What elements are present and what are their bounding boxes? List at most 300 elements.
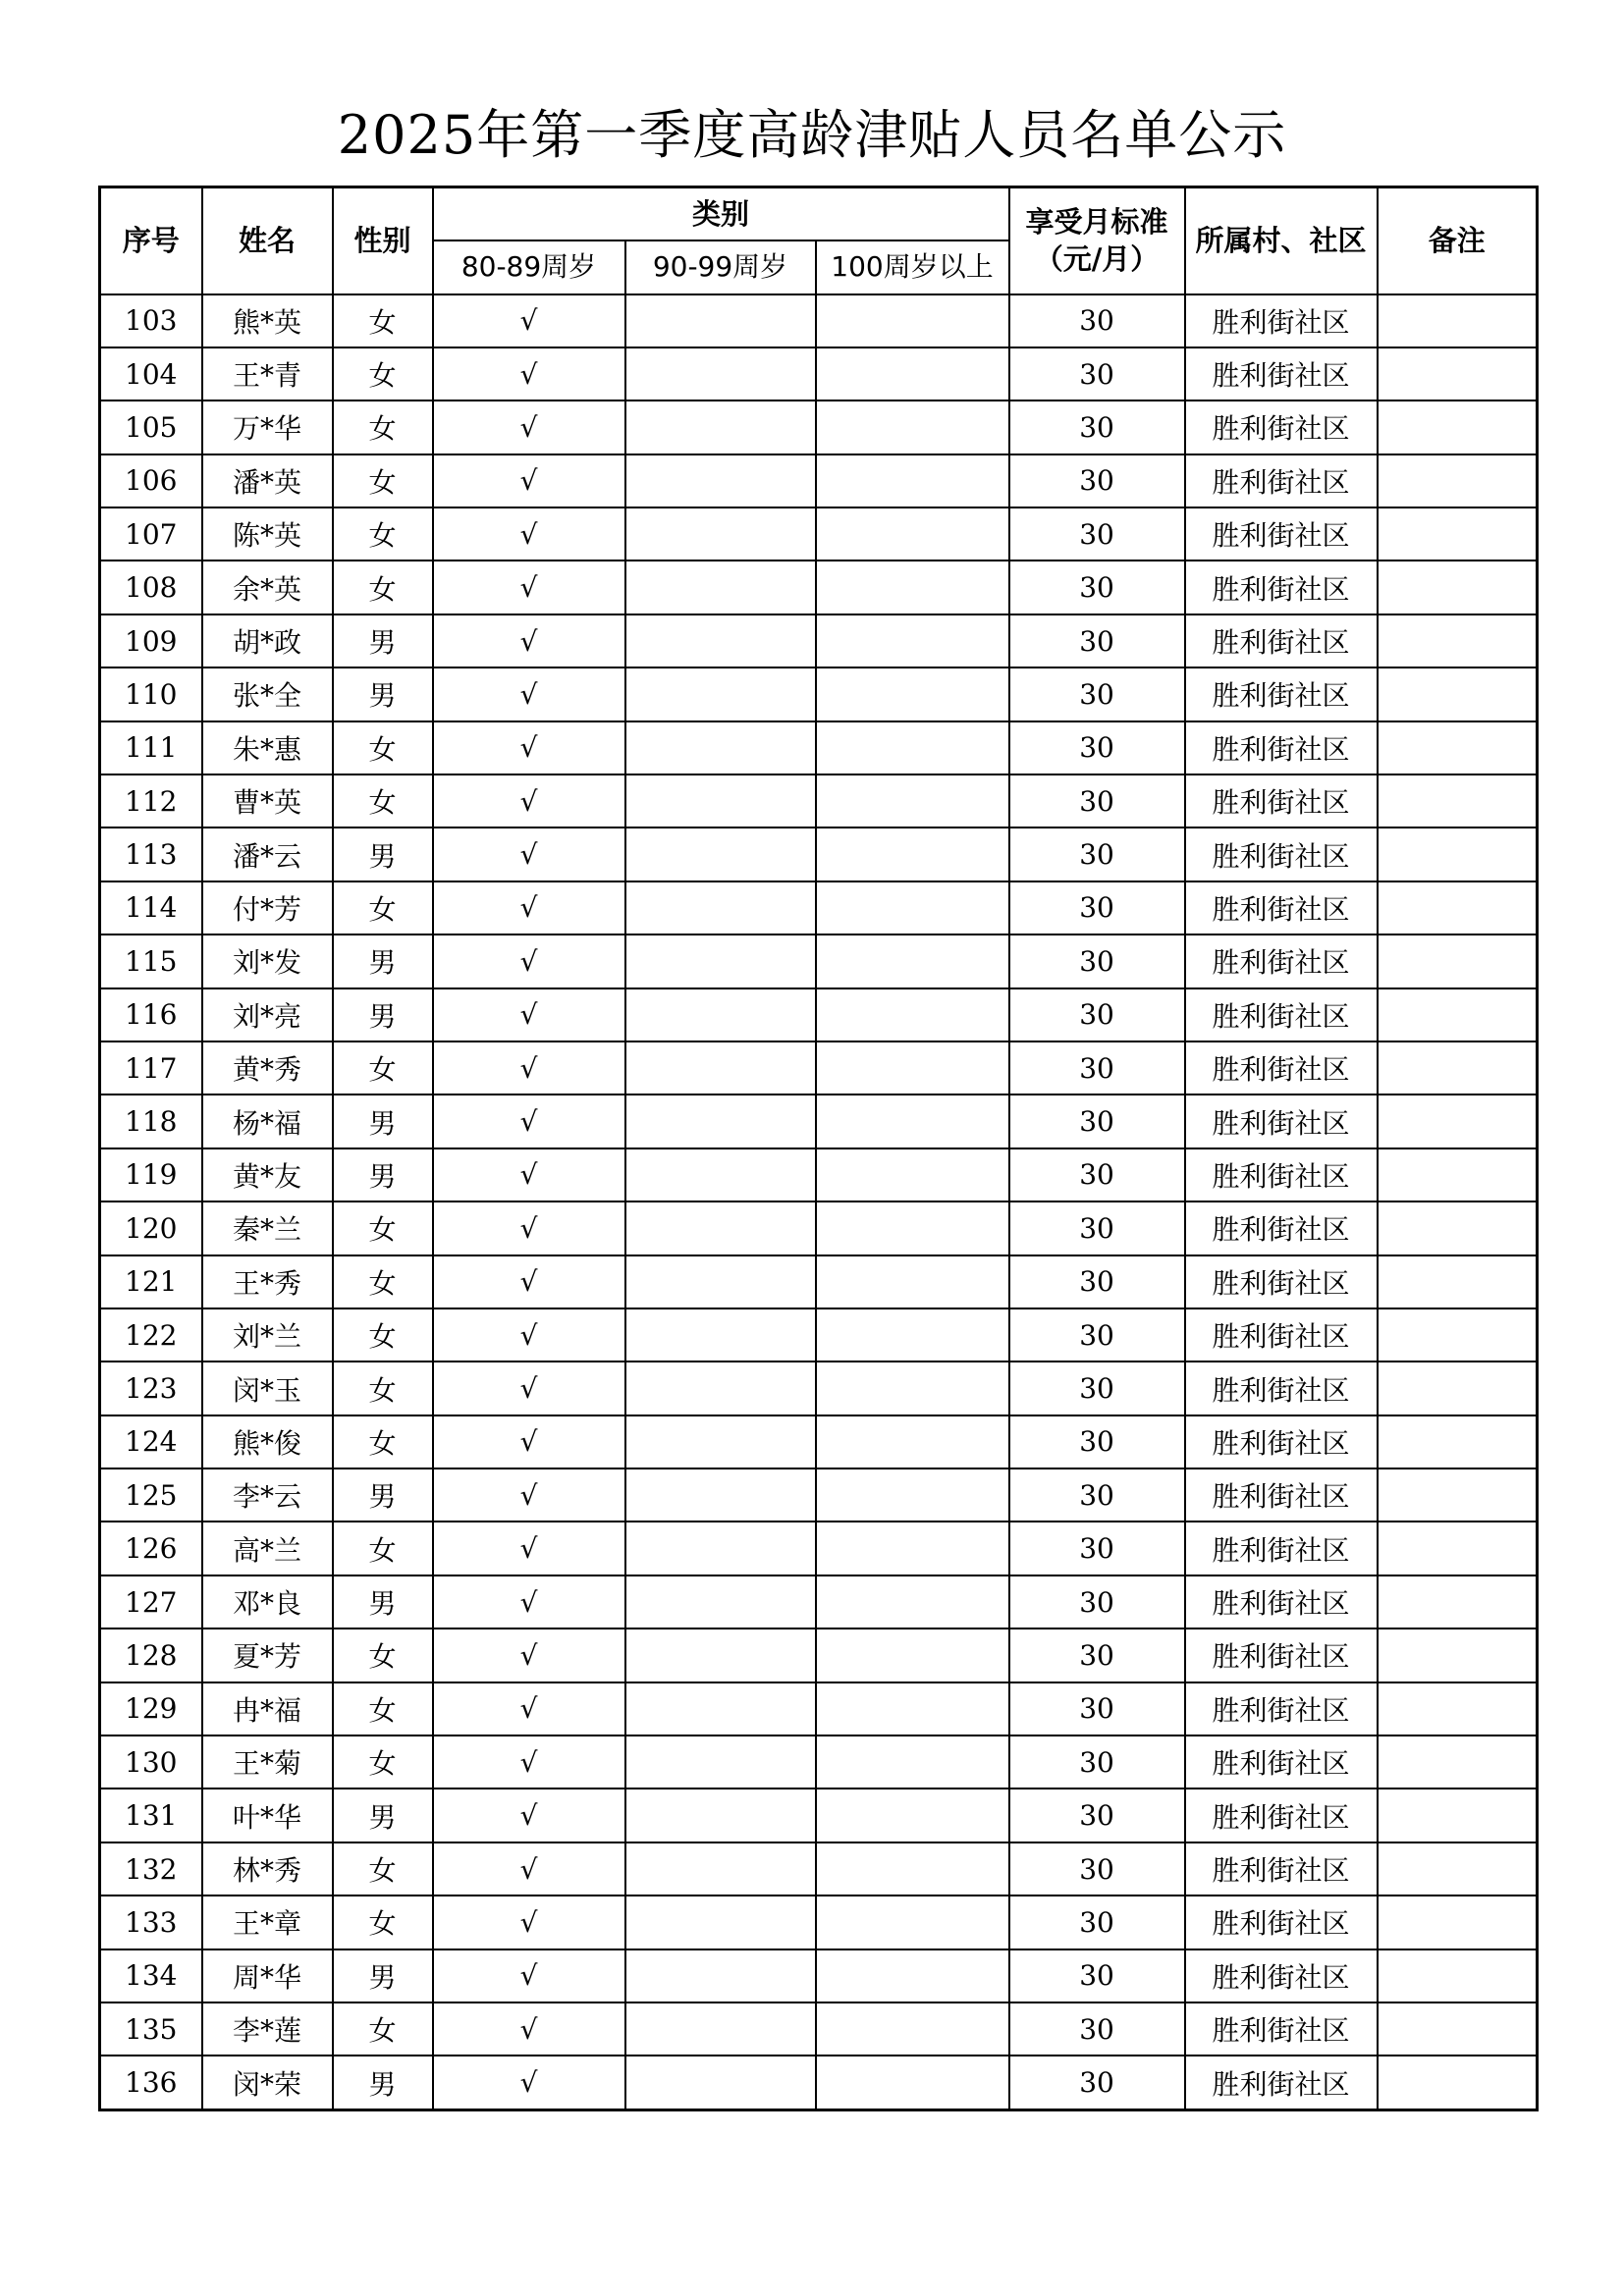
cell-name: 周*华 xyxy=(202,1949,333,2002)
cell-community: 胜利街社区 xyxy=(1185,934,1378,988)
cell-remark xyxy=(1378,1148,1538,1201)
cell-community: 胜利街社区 xyxy=(1185,1415,1378,1468)
cell-standard: 30 xyxy=(1009,507,1185,561)
cell-cat-90-99 xyxy=(625,1201,816,1255)
table-row xyxy=(100,1789,1538,1842)
table-row xyxy=(100,1041,1538,1095)
cell-cat-80-89: √ xyxy=(433,1041,625,1095)
cell-gender: 女 xyxy=(333,561,433,614)
cell-standard: 30 xyxy=(1009,347,1185,400)
cell-remark xyxy=(1378,1308,1538,1362)
cell-standard: 30 xyxy=(1009,667,1185,721)
cell-cat-100-plus xyxy=(816,1148,1009,1201)
cell-name: 李*云 xyxy=(202,1468,333,1522)
cell-cat-100-plus xyxy=(816,828,1009,881)
cell-cat-100-plus xyxy=(816,988,1009,1041)
cell-cat-90-99 xyxy=(625,1255,816,1308)
cell-gender: 女 xyxy=(333,1735,433,1789)
cell-name: 潘*云 xyxy=(202,828,333,881)
table-row xyxy=(100,667,1538,721)
cell-standard: 30 xyxy=(1009,454,1185,507)
cell-community: 胜利街社区 xyxy=(1185,1095,1378,1148)
cell-gender: 女 xyxy=(333,1682,433,1735)
cell-cat-100-plus xyxy=(816,1041,1009,1095)
cell-remark xyxy=(1378,934,1538,988)
cell-no: 134 xyxy=(100,1949,202,2002)
cell-cat-90-99 xyxy=(625,1842,816,1896)
cell-remark xyxy=(1378,2002,1538,2056)
cell-cat-90-99 xyxy=(625,1735,816,1789)
table-row xyxy=(100,1148,1538,1201)
cell-cat-100-plus xyxy=(816,561,1009,614)
table-row xyxy=(100,454,1538,507)
cell-cat-80-89: √ xyxy=(433,1575,625,1629)
cell-remark xyxy=(1378,561,1538,614)
cell-standard: 30 xyxy=(1009,400,1185,454)
cell-gender: 女 xyxy=(333,1201,433,1255)
cell-standard: 30 xyxy=(1009,2056,1185,2109)
cell-remark xyxy=(1378,1842,1538,1896)
cell-no: 107 xyxy=(100,507,202,561)
cell-cat-100-plus xyxy=(816,1201,1009,1255)
cell-cat-100-plus xyxy=(816,1842,1009,1896)
cell-name: 王*秀 xyxy=(202,1255,333,1308)
cell-remark xyxy=(1378,1896,1538,1949)
cell-cat-90-99 xyxy=(625,507,816,561)
table-row xyxy=(100,828,1538,881)
cell-cat-100-plus xyxy=(816,1468,1009,1522)
header-row xyxy=(100,187,1538,240)
cell-name: 秦*兰 xyxy=(202,1201,333,1255)
cell-remark xyxy=(1378,1575,1538,1629)
cell-name: 刘*亮 xyxy=(202,988,333,1041)
cell-cat-90-99 xyxy=(625,1682,816,1735)
cell-cat-100-plus xyxy=(816,1735,1009,1789)
cell-cat-80-89: √ xyxy=(433,1308,625,1362)
cell-gender: 男 xyxy=(333,1148,433,1201)
cell-no: 123 xyxy=(100,1362,202,1415)
cell-community: 胜利街社区 xyxy=(1185,1575,1378,1629)
cell-standard: 30 xyxy=(1009,1629,1185,1682)
cell-cat-80-89: √ xyxy=(433,1415,625,1468)
cell-standard: 30 xyxy=(1009,1468,1185,1522)
cell-remark xyxy=(1378,1041,1538,1095)
cell-name: 闵*玉 xyxy=(202,1362,333,1415)
cell-cat-80-89: √ xyxy=(433,1522,625,1575)
cell-remark xyxy=(1378,1362,1538,1415)
cell-name: 黄*秀 xyxy=(202,1041,333,1095)
cell-cat-80-89: √ xyxy=(433,988,625,1041)
cell-cat-90-99 xyxy=(625,614,816,667)
cell-name: 闵*荣 xyxy=(202,2056,333,2109)
cell-gender: 女 xyxy=(333,881,433,934)
cell-standard: 30 xyxy=(1009,1575,1185,1629)
cell-community: 胜利街社区 xyxy=(1185,1041,1378,1095)
cell-cat-90-99 xyxy=(625,454,816,507)
cell-cat-80-89: √ xyxy=(433,400,625,454)
cell-standard: 30 xyxy=(1009,1896,1185,1949)
cell-name: 熊*英 xyxy=(202,294,333,347)
cell-cat-90-99 xyxy=(625,347,816,400)
table-row xyxy=(100,721,1538,774)
header-cat-80-89: 80-89周岁 xyxy=(433,240,625,294)
cell-gender: 男 xyxy=(333,1949,433,2002)
cell-gender: 男 xyxy=(333,828,433,881)
cell-cat-100-plus xyxy=(816,2056,1009,2109)
cell-standard: 30 xyxy=(1009,1308,1185,1362)
cell-standard: 30 xyxy=(1009,774,1185,828)
cell-name: 曹*英 xyxy=(202,774,333,828)
cell-cat-80-89: √ xyxy=(433,1629,625,1682)
cell-name: 王*菊 xyxy=(202,1735,333,1789)
cell-community: 胜利街社区 xyxy=(1185,294,1378,347)
cell-cat-90-99 xyxy=(625,1629,816,1682)
cell-gender: 女 xyxy=(333,1041,433,1095)
cell-community: 胜利街社区 xyxy=(1185,2056,1378,2109)
cell-name: 冉*福 xyxy=(202,1682,333,1735)
subsidy-roster-table xyxy=(98,186,1539,2111)
cell-community: 胜利街社区 xyxy=(1185,988,1378,1041)
cell-remark xyxy=(1378,1095,1538,1148)
cell-cat-100-plus xyxy=(816,1575,1009,1629)
cell-community: 胜利街社区 xyxy=(1185,347,1378,400)
cell-cat-90-99 xyxy=(625,1522,816,1575)
cell-name: 刘*兰 xyxy=(202,1308,333,1362)
cell-standard: 30 xyxy=(1009,934,1185,988)
cell-cat-80-89: √ xyxy=(433,2002,625,2056)
cell-remark xyxy=(1378,1735,1538,1789)
header-remark: 备注 xyxy=(1378,187,1538,294)
cell-cat-90-99 xyxy=(625,988,816,1041)
cell-name: 陈*英 xyxy=(202,507,333,561)
cell-gender: 女 xyxy=(333,2002,433,2056)
cell-gender: 女 xyxy=(333,1629,433,1682)
cell-cat-80-89: √ xyxy=(433,1842,625,1896)
cell-cat-90-99 xyxy=(625,1949,816,2002)
table-row xyxy=(100,561,1538,614)
cell-cat-90-99 xyxy=(625,294,816,347)
cell-community: 胜利街社区 xyxy=(1185,774,1378,828)
cell-name: 熊*俊 xyxy=(202,1415,333,1468)
cell-community: 胜利街社区 xyxy=(1185,454,1378,507)
cell-name: 夏*芳 xyxy=(202,1629,333,1682)
cell-cat-90-99 xyxy=(625,667,816,721)
cell-cat-80-89: √ xyxy=(433,881,625,934)
table-row xyxy=(100,774,1538,828)
cell-name: 万*华 xyxy=(202,400,333,454)
cell-community: 胜利街社区 xyxy=(1185,1949,1378,2002)
cell-cat-80-89: √ xyxy=(433,294,625,347)
cell-no: 105 xyxy=(100,400,202,454)
cell-no: 118 xyxy=(100,1095,202,1148)
cell-cat-100-plus xyxy=(816,774,1009,828)
cell-remark xyxy=(1378,1682,1538,1735)
cell-cat-80-89: √ xyxy=(433,1148,625,1201)
table-row xyxy=(100,881,1538,934)
cell-standard: 30 xyxy=(1009,1842,1185,1896)
cell-name: 高*兰 xyxy=(202,1522,333,1575)
cell-cat-80-89: √ xyxy=(433,2056,625,2109)
cell-name: 杨*福 xyxy=(202,1095,333,1148)
table-row xyxy=(100,988,1538,1041)
cell-gender: 男 xyxy=(333,2056,433,2109)
cell-cat-90-99 xyxy=(625,774,816,828)
cell-no: 132 xyxy=(100,1842,202,1896)
cell-standard: 30 xyxy=(1009,881,1185,934)
cell-remark xyxy=(1378,1255,1538,1308)
cell-cat-100-plus xyxy=(816,400,1009,454)
page-title: 2025年第一季度高龄津贴人员名单公示 xyxy=(337,104,1287,166)
cell-cat-100-plus xyxy=(816,721,1009,774)
cell-name: 朱*惠 xyxy=(202,721,333,774)
cell-no: 127 xyxy=(100,1575,202,1629)
cell-cat-90-99 xyxy=(625,2056,816,2109)
cell-standard: 30 xyxy=(1009,1201,1185,1255)
cell-cat-80-89: √ xyxy=(433,828,625,881)
table-row xyxy=(100,347,1538,400)
cell-cat-100-plus xyxy=(816,2002,1009,2056)
cell-gender: 女 xyxy=(333,721,433,774)
cell-gender: 男 xyxy=(333,1789,433,1842)
header-cat-100-plus: 100周岁以上 xyxy=(816,240,1009,294)
cell-standard: 30 xyxy=(1009,294,1185,347)
cell-community: 胜利街社区 xyxy=(1185,1255,1378,1308)
cell-community: 胜利街社区 xyxy=(1185,1468,1378,1522)
cell-remark xyxy=(1378,454,1538,507)
cell-cat-80-89: √ xyxy=(433,561,625,614)
cell-no: 119 xyxy=(100,1148,202,1201)
table-row xyxy=(100,1415,1538,1468)
header-category: 类别 xyxy=(433,187,1009,240)
table-row xyxy=(100,2056,1538,2109)
cell-cat-100-plus xyxy=(816,454,1009,507)
cell-name: 潘*英 xyxy=(202,454,333,507)
cell-community: 胜利街社区 xyxy=(1185,1201,1378,1255)
table-row xyxy=(100,1735,1538,1789)
table-row xyxy=(100,294,1538,347)
cell-gender: 男 xyxy=(333,1468,433,1522)
cell-name: 刘*发 xyxy=(202,934,333,988)
cell-cat-100-plus xyxy=(816,1362,1009,1415)
cell-remark xyxy=(1378,828,1538,881)
table-row xyxy=(100,1575,1538,1629)
table-row xyxy=(100,1522,1538,1575)
cell-cat-80-89: √ xyxy=(433,507,625,561)
cell-no: 108 xyxy=(100,561,202,614)
cell-name: 黄*友 xyxy=(202,1148,333,1201)
cell-standard: 30 xyxy=(1009,2002,1185,2056)
cell-no: 133 xyxy=(100,1896,202,1949)
cell-cat-100-plus xyxy=(816,1415,1009,1468)
cell-community: 胜利街社区 xyxy=(1185,667,1378,721)
cell-gender: 女 xyxy=(333,774,433,828)
cell-no: 124 xyxy=(100,1415,202,1468)
header-name: 姓名 xyxy=(202,187,333,294)
table-row xyxy=(100,614,1538,667)
cell-cat-80-89: √ xyxy=(433,774,625,828)
cell-cat-90-99 xyxy=(625,561,816,614)
cell-no: 112 xyxy=(100,774,202,828)
cell-no: 109 xyxy=(100,614,202,667)
cell-gender: 女 xyxy=(333,507,433,561)
cell-gender: 男 xyxy=(333,1095,433,1148)
cell-community: 胜利街社区 xyxy=(1185,507,1378,561)
cell-no: 115 xyxy=(100,934,202,988)
cell-name: 邓*良 xyxy=(202,1575,333,1629)
cell-cat-90-99 xyxy=(625,934,816,988)
cell-community: 胜利街社区 xyxy=(1185,828,1378,881)
cell-name: 张*全 xyxy=(202,667,333,721)
cell-community: 胜利街社区 xyxy=(1185,2002,1378,2056)
cell-remark xyxy=(1378,400,1538,454)
cell-remark xyxy=(1378,1415,1538,1468)
table-row xyxy=(100,400,1538,454)
cell-cat-100-plus xyxy=(816,347,1009,400)
table-row xyxy=(100,1255,1538,1308)
cell-name: 余*英 xyxy=(202,561,333,614)
cell-remark xyxy=(1378,774,1538,828)
cell-no: 110 xyxy=(100,667,202,721)
cell-no: 104 xyxy=(100,347,202,400)
cell-gender: 男 xyxy=(333,1575,433,1629)
cell-standard: 30 xyxy=(1009,1949,1185,2002)
cell-cat-100-plus xyxy=(816,1255,1009,1308)
roster-body xyxy=(100,294,1538,2110)
cell-cat-100-plus xyxy=(816,1308,1009,1362)
cell-no: 114 xyxy=(100,881,202,934)
cell-remark xyxy=(1378,667,1538,721)
cell-cat-90-99 xyxy=(625,1041,816,1095)
cell-gender: 女 xyxy=(333,1896,433,1949)
cell-cat-80-89: √ xyxy=(433,721,625,774)
cell-cat-90-99 xyxy=(625,1789,816,1842)
cell-standard: 30 xyxy=(1009,1682,1185,1735)
cell-gender: 男 xyxy=(333,988,433,1041)
cell-standard: 30 xyxy=(1009,828,1185,881)
table-row xyxy=(100,1629,1538,1682)
cell-community: 胜利街社区 xyxy=(1185,561,1378,614)
cell-cat-100-plus xyxy=(816,294,1009,347)
cell-community: 胜利街社区 xyxy=(1185,1148,1378,1201)
cell-cat-90-99 xyxy=(625,828,816,881)
cell-standard: 30 xyxy=(1009,988,1185,1041)
cell-gender: 女 xyxy=(333,454,433,507)
cell-cat-100-plus xyxy=(816,507,1009,561)
header-no: 序号 xyxy=(100,187,202,294)
cell-remark xyxy=(1378,988,1538,1041)
cell-gender: 女 xyxy=(333,347,433,400)
cell-standard: 30 xyxy=(1009,1522,1185,1575)
table-row xyxy=(100,1201,1538,1255)
cell-remark xyxy=(1378,1789,1538,1842)
cell-remark xyxy=(1378,1949,1538,2002)
cell-no: 121 xyxy=(100,1255,202,1308)
cell-cat-100-plus xyxy=(816,1682,1009,1735)
cell-community: 胜利街社区 xyxy=(1185,614,1378,667)
cell-cat-80-89: √ xyxy=(433,1735,625,1789)
cell-standard: 30 xyxy=(1009,1789,1185,1842)
cell-no: 136 xyxy=(100,2056,202,2109)
cell-gender: 男 xyxy=(333,934,433,988)
header-cat-90-99: 90-99周岁 xyxy=(625,240,816,294)
cell-no: 125 xyxy=(100,1468,202,1522)
header-gender: 性别 xyxy=(333,187,433,294)
cell-cat-90-99 xyxy=(625,1896,816,1949)
table-row xyxy=(100,1682,1538,1735)
cell-gender: 女 xyxy=(333,1415,433,1468)
cell-community: 胜利街社区 xyxy=(1185,721,1378,774)
cell-standard: 30 xyxy=(1009,1041,1185,1095)
cell-name: 叶*华 xyxy=(202,1789,333,1842)
cell-cat-80-89: √ xyxy=(433,1949,625,2002)
cell-name: 胡*政 xyxy=(202,614,333,667)
cell-standard: 30 xyxy=(1009,1255,1185,1308)
cell-cat-100-plus xyxy=(816,934,1009,988)
cell-cat-80-89: √ xyxy=(433,934,625,988)
cell-cat-80-89: √ xyxy=(433,1362,625,1415)
cell-no: 126 xyxy=(100,1522,202,1575)
cell-standard: 30 xyxy=(1009,721,1185,774)
cell-community: 胜利街社区 xyxy=(1185,1842,1378,1896)
header-community: 所属村、社区 xyxy=(1185,187,1378,294)
cell-gender: 女 xyxy=(333,294,433,347)
cell-gender: 女 xyxy=(333,1255,433,1308)
cell-standard: 30 xyxy=(1009,561,1185,614)
cell-cat-80-89: √ xyxy=(433,1201,625,1255)
cell-community: 胜利街社区 xyxy=(1185,400,1378,454)
cell-cat-100-plus xyxy=(816,614,1009,667)
cell-no: 116 xyxy=(100,988,202,1041)
cell-no: 122 xyxy=(100,1308,202,1362)
cell-cat-90-99 xyxy=(625,1468,816,1522)
cell-gender: 女 xyxy=(333,1308,433,1362)
cell-community: 胜利街社区 xyxy=(1185,1735,1378,1789)
cell-cat-90-99 xyxy=(625,1415,816,1468)
cell-cat-100-plus xyxy=(816,1896,1009,1949)
cell-no: 120 xyxy=(100,1201,202,1255)
cell-standard: 30 xyxy=(1009,1148,1185,1201)
cell-community: 胜利街社区 xyxy=(1185,1789,1378,1842)
cell-gender: 女 xyxy=(333,1522,433,1575)
cell-remark xyxy=(1378,294,1538,347)
cell-cat-90-99 xyxy=(625,2002,816,2056)
table-row xyxy=(100,1842,1538,1896)
cell-cat-80-89: √ xyxy=(433,1095,625,1148)
cell-name: 林*秀 xyxy=(202,1842,333,1896)
cell-name: 王*青 xyxy=(202,347,333,400)
cell-cat-90-99 xyxy=(625,881,816,934)
cell-standard: 30 xyxy=(1009,614,1185,667)
cell-gender: 女 xyxy=(333,400,433,454)
cell-remark xyxy=(1378,507,1538,561)
cell-no: 135 xyxy=(100,2002,202,2056)
cell-remark xyxy=(1378,1522,1538,1575)
cell-cat-80-89: √ xyxy=(433,347,625,400)
cell-remark xyxy=(1378,1201,1538,1255)
cell-cat-80-89: √ xyxy=(433,454,625,507)
cell-no: 130 xyxy=(100,1735,202,1789)
cell-cat-80-89: √ xyxy=(433,1682,625,1735)
cell-cat-80-89: √ xyxy=(433,614,625,667)
cell-no: 128 xyxy=(100,1629,202,1682)
cell-standard: 30 xyxy=(1009,1415,1185,1468)
cell-cat-100-plus xyxy=(816,1789,1009,1842)
cell-community: 胜利街社区 xyxy=(1185,1362,1378,1415)
cell-no: 103 xyxy=(100,294,202,347)
cell-cat-80-89: √ xyxy=(433,1896,625,1949)
cell-cat-100-plus xyxy=(816,881,1009,934)
cell-standard: 30 xyxy=(1009,1735,1185,1789)
